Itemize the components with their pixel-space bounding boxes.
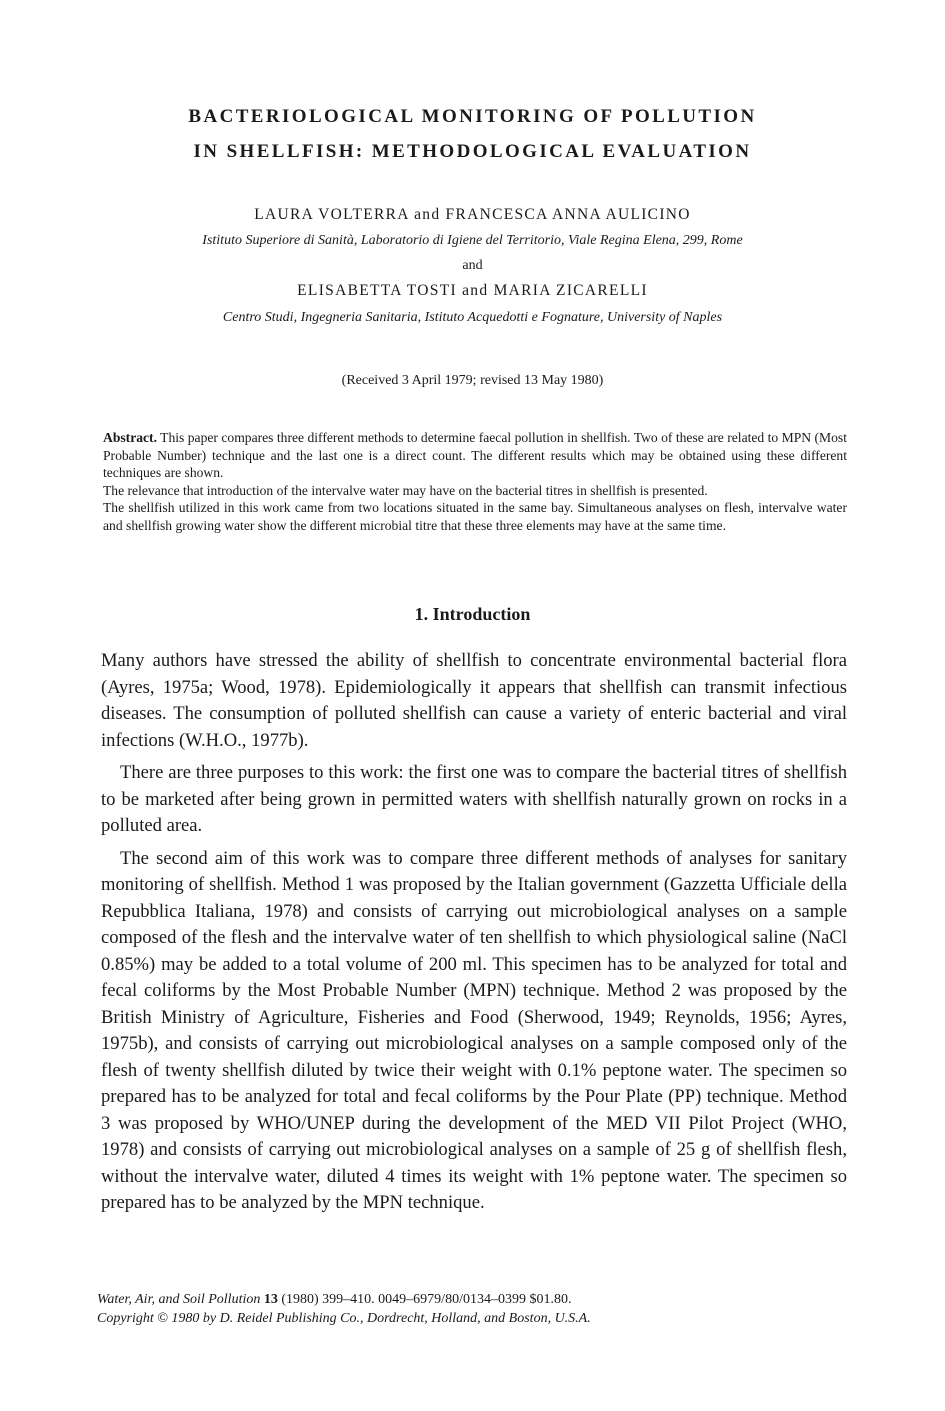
authors-group-1: LAURA VOLTERRA and FRANCESCA ANNA AULICINO xyxy=(254,206,691,223)
abstract-paragraph-3: The shellfish utilized in this work came from two locations situated in the same bay. Simultaneous analyses on flesh, intervalve water and shellfish growing water show the different microbial titre that these three elements may have at the same time. xyxy=(103,500,847,533)
body-paragraph-2: There are three purposes to this work: the first one was to compare the bacterial titres of shellfish to be marketed after being grown in permitted waters with shellfish naturally grown on rocks in a polluted area. xyxy=(101,762,847,836)
body-paragraph-1: Many authors have stressed the ability of shellfish to concentrate environmental bacterial flora (Ayres, 1975a; Wood, 1978). Epidemiologically it appears that shellfish can transmit infectious diseases. The consumption of polluted shellfish can cause a variety of enteric bacterial and viral infections (W.H.O., 1977b). xyxy=(101,650,847,751)
body-paragraph-3: The second aim of this work was to compare three different methods of analyses for sanitary monitoring of shellfish. Method 1 was proposed by the Italian government (Gazzetta Ufficiale della Repubblica Italiana, 1978) and consists of carrying out microbiological analyses on a sample composed of the flesh and the intervalve water of ten shellfish to which physiological saline (NaCl 0.85%) may be added to a total volume of 200 ml. This specimen has to be analyzed for total and fecal coliforms by the Most Probable Number (MPN) technique. Method 2 was proposed by the British Ministry of Agriculture, Fisheries and Food (Sherwood, 1949; Reynolds, 1956; Ayres, 1975b), and consists of carrying out microbiological analyses on a sample composed only of the flesh of twenty shellfish diluted by twice their weight with 0.1% peptone water. The specimen so prepared has to be analyzed for total and fecal coliforms by the Pour Plate (PP) technique. Method 3 was proposed by WHO/UNEP during the development of the MED VII Pilot Project (WHO, 1978) and consists of carrying out microbiological analyses on a sample of 25 g of shellfish flesh, without the intervalve water, diluted 4 times its weight with 1% peptone water. The specimen so prepared has to be analyzed by the MPN technique. xyxy=(101,847,847,1213)
paper-title-line-2: IN SHELLFISH: METHODOLOGICAL EVALUATION xyxy=(193,141,752,162)
abstract-paragraph-1 xyxy=(103,429,847,482)
footer-citation xyxy=(97,1290,857,1328)
abstract-text-1: This paper compares three different methods to determine faecal pollution in shellfish. Two of these are related to MPN (Most Probable Number) technique and the last one is a direct count. The different results which may be obtained using these different techniques are shown. xyxy=(103,430,847,481)
authors-group-2: ELISABETTA TOSTI and MARIA ZICARELLI xyxy=(297,282,648,299)
section-heading-introduction: 1. Introduction xyxy=(414,604,531,624)
footer-copyright: Copyright © 1980 by D. Reidel Publishing Co., Dordrecht, Holland, and Boston, U.S.A. xyxy=(97,1311,591,1326)
abstract-paragraph-2: The relevance that introduction of the intervalve water may have on the bacterial titres in shellfish is presented. xyxy=(103,482,708,498)
body-text xyxy=(101,648,847,1223)
affiliation-2: Centro Studi, Ingegneria Sanitaria, Istituto Acquedotti e Fognature, University of Naples xyxy=(222,310,723,325)
footer-journal-name: Water, Air, and Soil Pollution xyxy=(97,1292,261,1307)
abstract-label: Abstract. xyxy=(103,430,157,445)
footer-details: (1980) 399–410. 0049–6979/80/0134–0399 $01.80. xyxy=(281,1292,572,1307)
footer-volume: 13 xyxy=(263,1292,278,1307)
paper-title-line-1: BACTERIOLOGICAL MONITORING OF POLLUTION xyxy=(188,106,757,127)
affiliation-1: Istituto Superiore di Sanità, Laboratorio di Igiene del Territorio, Viale Regina Elena, 299, Rome xyxy=(202,233,743,248)
received-dates: (Received 3 April 1979; revised 13 May 1980) xyxy=(341,373,604,388)
abstract xyxy=(103,429,847,535)
authors-and: and xyxy=(462,258,483,273)
footer-journal-line xyxy=(97,1290,857,1309)
